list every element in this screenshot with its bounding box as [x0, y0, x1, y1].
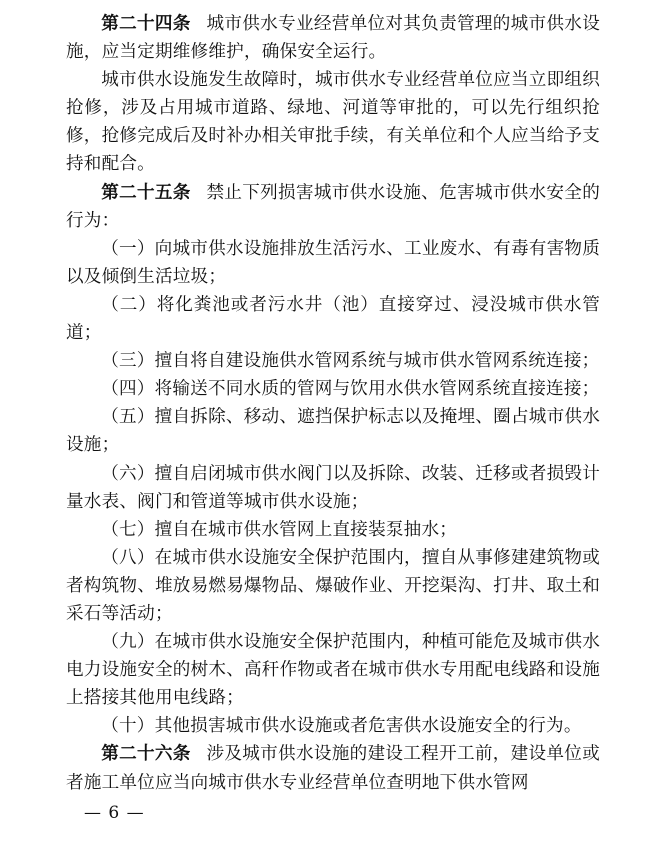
list-item-text: （八）在城市供水设施安全保护范围内，擅自从事修建建筑物或者构筑物、堆放易燃易爆物品、爆破作业、开挖渠沟、打井、取土和采石等活动； [66, 547, 600, 624]
list-item-text: （四）将输送不同水质的管网与饮用水供水管网系统直接连接； [101, 379, 600, 400]
list-item [66, 712, 600, 740]
list-item-text: （九）在城市供水设施安全保护范围内，种植可能危及城市供水电力设施安全的树木、高秆作物或者在城市供水专用配电线路和设施上搭接其他用电线路； [66, 632, 600, 709]
list-item [66, 460, 600, 516]
list-item-text: （七）擅自在城市供水管网上直接装泵抽水； [101, 519, 458, 540]
list-item [66, 544, 600, 628]
list-item [66, 628, 600, 712]
list-item-text: （二）将化粪池或者污水井（池）直接穿过、浸没城市供水管道； [66, 294, 600, 344]
article-heading: 第二十五条 [101, 181, 191, 203]
list-item [66, 347, 600, 375]
paragraph [66, 66, 600, 178]
page-number: — 6 — [84, 803, 145, 823]
article-heading: 第二十四条 [101, 13, 191, 34]
body-text [66, 10, 600, 797]
paragraph-article-26 [66, 740, 600, 796]
list-item [66, 291, 600, 347]
paragraph-text: 城市供水设施发生故障时，城市供水专业经营单位应当立即组织抢修，涉及占用城市道路、绿地、河道等审批的，可以先行组织抢修，抢修完成后及时补办相关审批手续，有关单位和个人应当给予支持和配合。 [66, 70, 600, 175]
list-item [66, 516, 600, 544]
list-item [66, 235, 600, 291]
paragraph-text: 涉及城市供水设施的建设工程开工前，建设单位或者施工单位应当向城市供水专业经营单位查明地下供水管网 [66, 744, 600, 793]
list-item [66, 403, 600, 459]
list-item-text: （六）擅自启闭城市供水阀门以及拆除、改装、迁移或者损毁计量水表、阀门和管道等城市供水设施； [66, 463, 600, 512]
paragraph-article-25 [66, 179, 600, 235]
paragraph-text: 城市供水专业经营单位对其负责管理的城市供水设施，应当定期维修维护，确保安全运行。 [66, 14, 600, 63]
list-item-text: （一）向城市供水设施排放生活污水、工业废水、有毒有害物质以及倾倒生活垃圾； [66, 238, 600, 287]
list-item-text: （五）擅自拆除、移动、遮挡保护标志以及掩埋、圈占城市供水设施； [66, 407, 600, 456]
list-item [66, 375, 600, 403]
paragraph-text: 禁止下列损害城市供水设施、危害城市供水安全的行为： [66, 182, 600, 231]
list-item-text: （三）擅自将自建设施供水管网系统与城市供水管网系统连接； [101, 351, 600, 372]
article-heading: 第二十六条 [101, 743, 191, 765]
list-item-text: （十）其他损害城市供水设施或者危害供水设施安全的行为。 [101, 716, 582, 737]
paragraph-article-24 [66, 10, 600, 66]
